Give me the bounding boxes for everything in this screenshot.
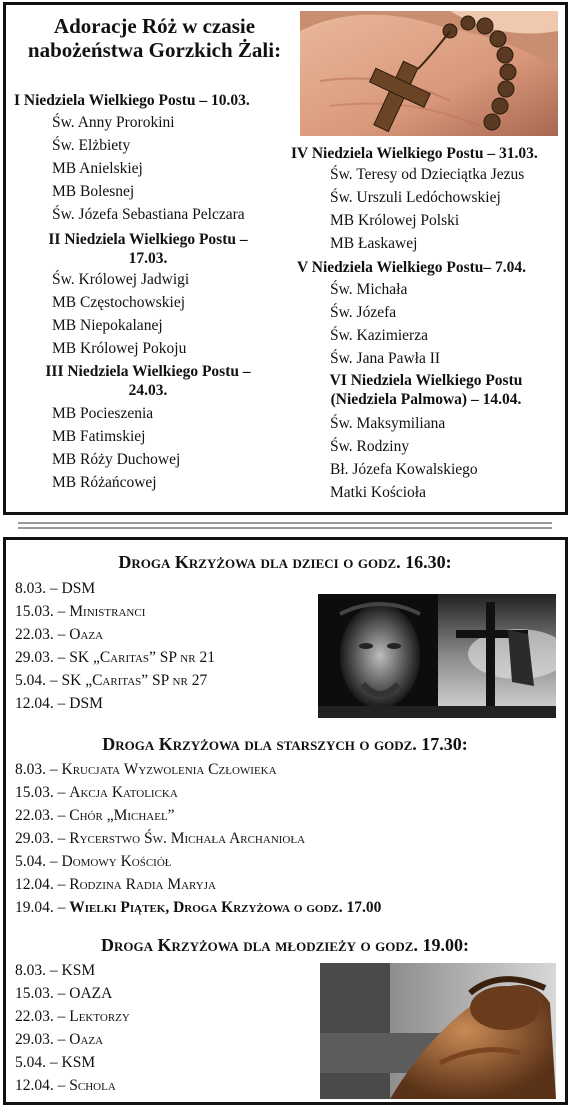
week2-heading (10, 230, 286, 268)
week6-heading-line2: (Niedziela Palmowa) – 14.04. (330, 391, 522, 408)
starsi-row: 22.03. – Chór „Michael” (15, 807, 175, 824)
mlodziez-row: 15.03. – OAZA (15, 985, 113, 1002)
dzieci-row: 22.03. – Oaza (15, 626, 104, 643)
week2-item: MB Niepokalanej (52, 317, 163, 334)
dzieci-row: 8.03. – DSM (15, 580, 96, 597)
week2-heading-line1: II Niedziela Wielkiego Postu – (48, 231, 248, 248)
mlodziez-row: 12.04. – Schola (15, 1077, 116, 1094)
week4-item: MB Łaskawej (330, 235, 418, 252)
week5-item: Św. Jana Pawła II (330, 350, 441, 367)
week2-item: MB Częstochowskiej (52, 294, 186, 311)
dzieci-row: 12.04. – DSM (15, 695, 103, 712)
week1-item: MB Bolesnej (52, 183, 135, 200)
week5-item: Św. Michała (330, 281, 408, 298)
week5-item: Św. Kazimierza (330, 327, 428, 344)
week4-heading: IV Niedziela Wielkiego Postu – 31.03. (291, 145, 538, 162)
dzieci-row: 29.03. – SK „Caritas” SP nr 21 (15, 649, 215, 666)
adoracje-title (12, 14, 297, 62)
week1-item: Św. Elżbiety (52, 137, 131, 154)
week6-item: Św. Maksymiliana (330, 415, 446, 432)
week3-heading (10, 362, 286, 400)
week2-item: MB Królowej Pokoju (52, 340, 187, 357)
mlodziez-row: 8.03. – KSM (15, 962, 96, 979)
adoracje-title-line2: nabożeństwa Gorzkich Żali: (27, 38, 282, 62)
mlodziez-row: 29.03. – Oaza (15, 1031, 104, 1048)
dzieci-row: 5.04. – SK „Caritas” SP nr 27 (15, 672, 208, 689)
starsi-row: 29.03. – Rycerstwo Św. Michała Archanioła (15, 830, 306, 847)
week3-item: MB Róży Duchowej (52, 451, 181, 468)
week5-heading: V Niedziela Wielkiego Postu– 7.04. (297, 259, 527, 276)
week3-item: MB Różańcowej (52, 474, 157, 491)
week3-heading-line2: 24.03. (128, 382, 168, 399)
mlodziez-row: 22.03. – Lektorzy (15, 1008, 130, 1025)
starsi-row: 19.04. – Wielki Piątek, Droga Krzyżowa o godz. 17.00 (15, 899, 382, 916)
week3-item: MB Fatimskiej (52, 428, 146, 445)
week6-item: Św. Rodziny (330, 438, 410, 455)
week1-item: Św. Anny Prorokini (52, 114, 175, 131)
week6-heading (298, 371, 554, 409)
starsi-row: 8.03. – Krucjata Wyzwolenia Człowieka (15, 761, 277, 778)
week4-item: MB Królowej Polski (330, 212, 460, 229)
divider (18, 527, 552, 529)
wooden-christ-image (320, 963, 556, 1099)
divider (18, 522, 552, 524)
week3-heading-line1: III Niedziela Wielkiego Postu – (45, 363, 251, 380)
starsi-heading: Droga Krzyżowa dla starszych o godz. 17.30: (102, 734, 468, 754)
mlodziez-row: 5.04. – KSM (15, 1054, 96, 1071)
week6-heading-line1: VI Niedziela Wielkiego Postu (329, 372, 523, 389)
jesus-crucifix-image (318, 594, 556, 718)
rosary-hand-image (300, 11, 558, 136)
starsi-row: 5.04. – Domowy Kościół (15, 853, 172, 870)
adoracje-title-line1: Adoracje Róż w czasie (53, 14, 256, 38)
week4-item: Św. Teresy od Dzieciątka Jezus (330, 166, 525, 183)
week5-item: Św. Józefa (330, 304, 397, 321)
week2-item: Św. Królowej Jadwigi (52, 271, 190, 288)
mlodziez-heading: Droga Krzyżowa dla młodzieży o godz. 19.00: (101, 935, 469, 955)
week1-item: MB Anielskiej (52, 160, 143, 177)
week6-item: Bł. Józefa Kowalskiego (330, 461, 478, 478)
starsi-row: 15.03. – Akcja Katolicka (15, 784, 178, 801)
week2-heading-line2: 17.03. (128, 250, 168, 267)
week4-item: Św. Urszuli Ledóchowskiej (330, 189, 501, 206)
week6-item: Matki Kościoła (330, 484, 426, 501)
week3-item: MB Pocieszenia (52, 405, 154, 422)
dzieci-row: 15.03. – Ministranci (15, 603, 146, 620)
week1-item: Św. Józefa Sebastiana Pelczara (52, 206, 245, 223)
dzieci-heading: Droga Krzyżowa dla dzieci o godz. 16.30: (118, 552, 452, 572)
week1-heading: I Niedziela Wielkiego Postu – 10.03. (14, 92, 250, 109)
starsi-row: 12.04. – Rodzina Radia Maryja (15, 876, 216, 893)
